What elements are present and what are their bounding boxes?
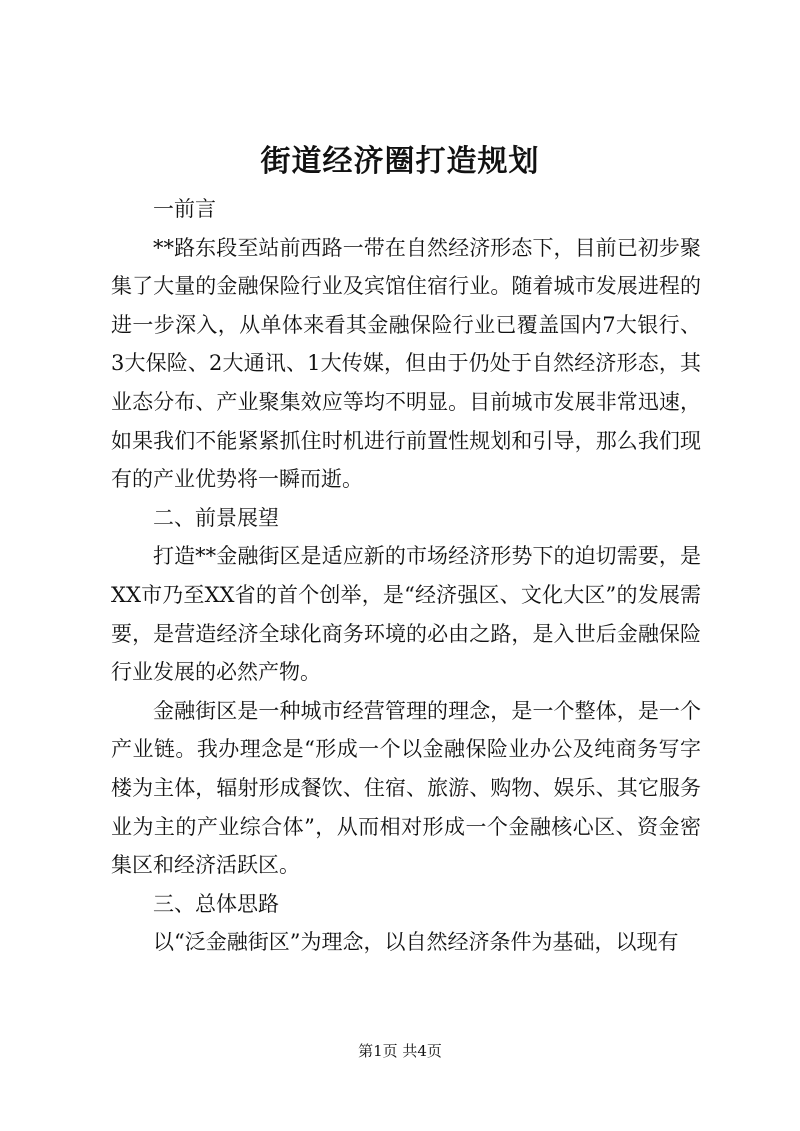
paragraph-preface: **路东段至站前西路一带在自然经济形态下，目前已初步聚集了大量的金融保险行业及宾馆住宿行业。随着城市发展进程的进一步深入，从单体来看其金融保险行业已覆盖国内7大银行、3大保险、2大通讯、1大传媒，但由于仍处于自然经济形态，其业态分布、产业聚集效应等均不明显。目前城市发展非常迅速，如果我们不能紧紧抓住时机进行前置性规划和引导，那么我们现有的产业优势将一瞬而逝。 bbox=[111, 235, 701, 492]
paragraph-outlook-1: 打造**金融街区是适应新的市场经济形势下的迫切需要，是XX市乃至XX省的首个创举，是“经济强区、文化大区”的发展需要，是营造经济全球化商务环境的必由之路，是入世后金融保险行业发展的必然产物。 bbox=[111, 544, 701, 685]
page-title: 街道经济圈打造规划 bbox=[260, 144, 540, 179]
section-heading-outlook: 二、前景展望 bbox=[153, 505, 279, 530]
paragraph-outlook-2: 金融街区是一种城市经营管理的理念，是一个整体，是一个产业链。我办理念是“形成一个以金融保险业办公及纯商务写字楼为主体，辐射形成餐饮、住宿、旅游、购物、娱乐、其它服务业为主的产业综合体”，从而相对形成一个金融核心区、资金密集区和经济活跃区。 bbox=[111, 698, 701, 878]
section-heading-preface: 一前言 bbox=[153, 197, 216, 221]
section-heading-overall-approach: 三、总体思路 bbox=[153, 891, 279, 916]
document-body bbox=[111, 190, 701, 962]
page-footer: 第1页 共4页 bbox=[358, 1042, 442, 1060]
paragraph-overall-approach: 以“泛金融街区”为理念，以自然经济条件为基础，以现有 bbox=[153, 930, 679, 955]
